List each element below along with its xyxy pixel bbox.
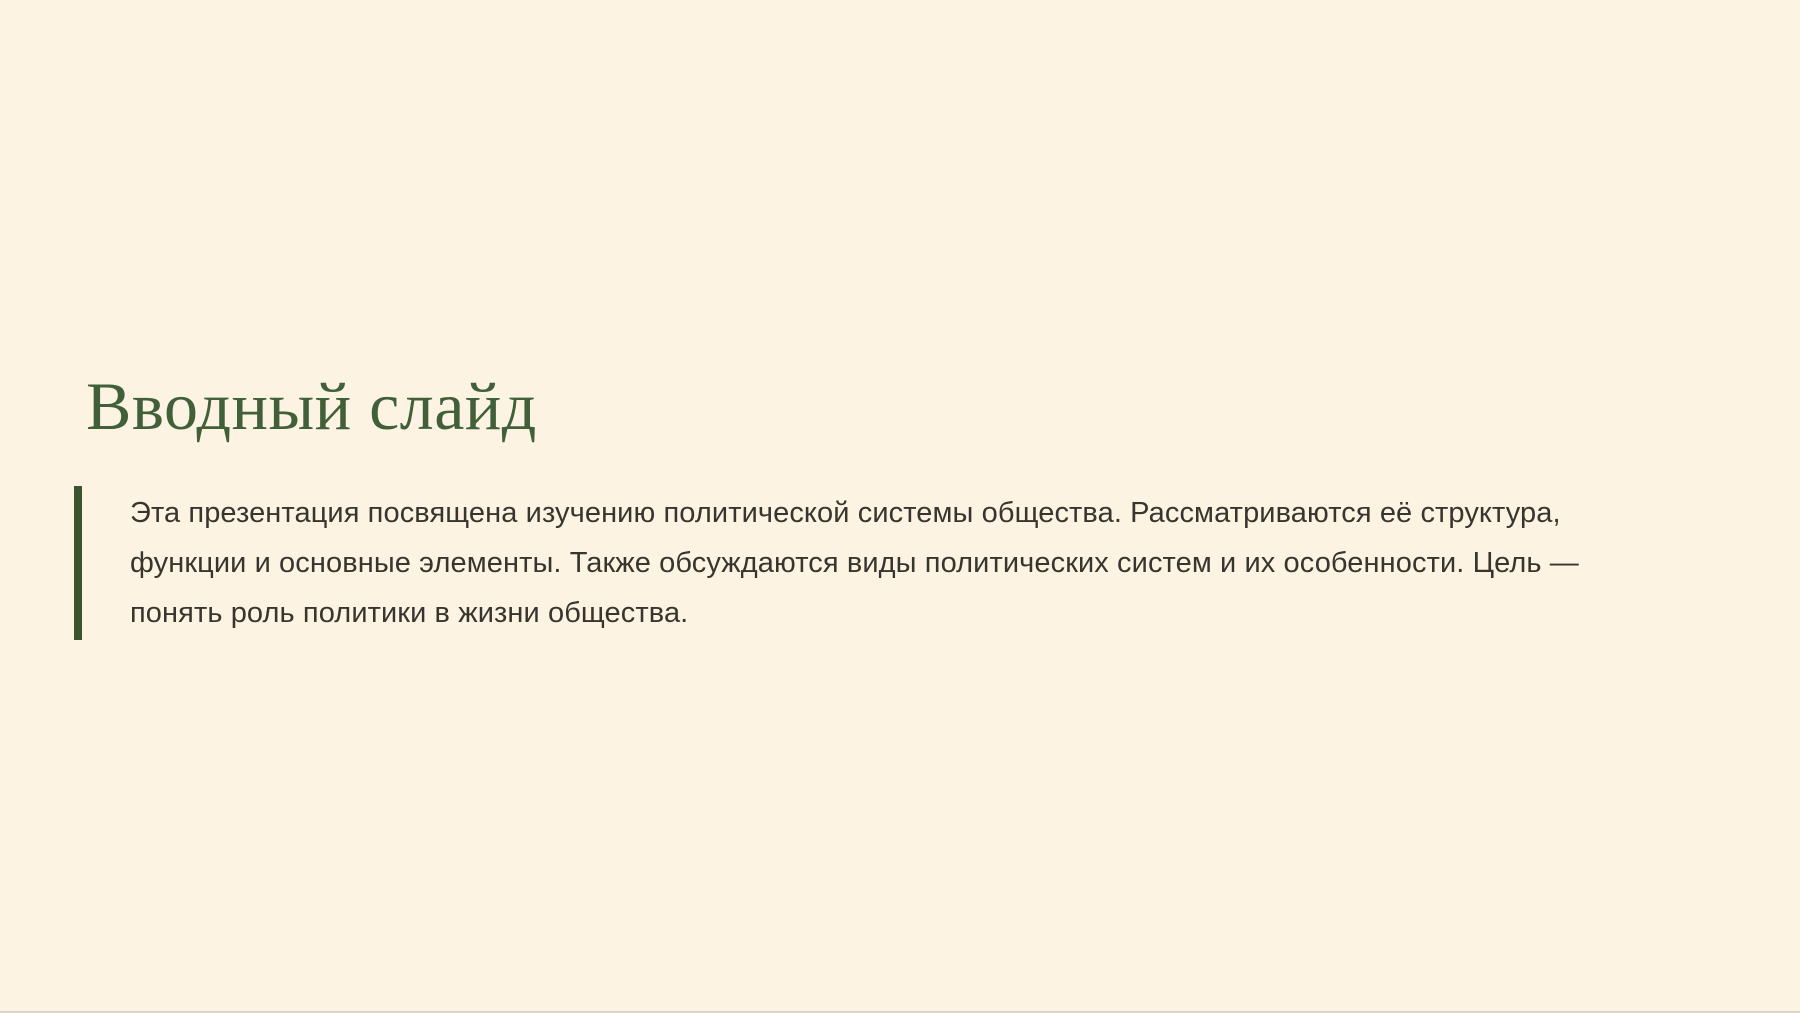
- body-quote-block: [74, 486, 1674, 640]
- slide-body-text: Эта презентация посвящена изучению политической системы общества. Рассматриваются её структура, функции и основные элементы. Также обсуждаются виды политических систем и их особенности. Цель — понять роль политики в жизни общества.: [130, 497, 1579, 629]
- slide-title: Вводный слайд: [86, 368, 537, 444]
